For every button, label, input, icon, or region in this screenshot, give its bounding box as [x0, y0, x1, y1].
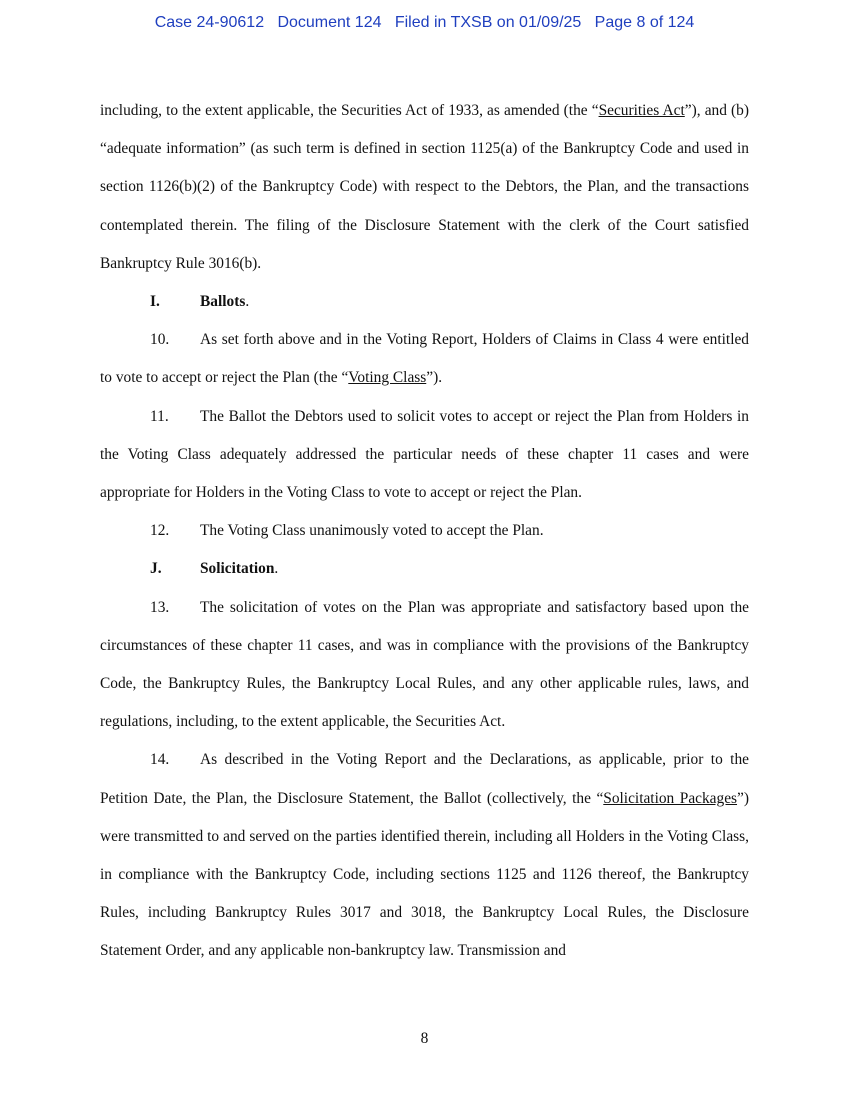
- paragraph-number: 11.: [150, 407, 169, 425]
- defined-term-securities-act: Securities Act: [598, 102, 685, 119]
- defined-term-voting-class: Voting Class: [348, 369, 427, 387]
- section-title-period: .: [245, 293, 250, 311]
- section-title: Ballots: [200, 293, 246, 311]
- paragraph-text: ”) were transmitted to and served on the parties identified therein, including all Holders in the Voting Class, in compliance with the Bankruptcy Code, including sections 1125 and 1126 thereof, the Bankruptcy Rules, including Bankruptcy Rules 3017 and 3018, the Bankruptcy Local Rules, the Disclosure Statement Order, and any applicable non-bankruptcy law. Transmission and: [100, 789, 749, 960]
- paragraph-number: 14.: [150, 751, 170, 769]
- paragraph-text: As set forth above and in the Voting Report, Holders of Claims in Class 4 were entitled to vote to accept or reject the Plan (the “: [100, 331, 749, 387]
- paragraph-13: [100, 589, 749, 742]
- paragraph-number: 13.: [150, 598, 170, 616]
- section-heading-ballots: [100, 283, 749, 321]
- page-number: 8: [420, 1030, 429, 1047]
- paragraph-14: [100, 741, 749, 970]
- paragraph-text: The Ballot the Debtors used to solicit votes to accept or reject the Plan from Holders in the Voting Class adequately addressed the particular needs of these chapter 11 cases and were appropriate for Holders in the Voting Class to vote to accept or reject the Plan.: [100, 407, 749, 502]
- section-title: Solicitation: [200, 560, 275, 578]
- paragraph-text: The solicitation of votes on the Plan was appropriate and satisfactory based upon the circumstances of these chapter 11 cases, and was in compliance with the provisions of the Bankruptcy Code, the Bankruptcy Rules, the Bankruptcy Local Rules, and any other applicable rules, laws, and regulations, including, to the extent applicable, the Securities Act.: [100, 598, 749, 731]
- document-body: [100, 92, 749, 971]
- paragraph-continuation: [100, 92, 749, 283]
- paragraph-number: 10.: [150, 331, 170, 349]
- court-filing-stamp: Case 24-90612 Document 124 Filed in TXSB on 01/09/25 Page 8 of 124: [154, 14, 695, 31]
- paragraph-text: The Voting Class unanimously voted to accept the Plan.: [200, 522, 544, 540]
- paragraph-text: ”), and (b) “adequate information” (as such term is defined in section 1125(a) of the Bankruptcy Code and used in section 1126(b)(2) of the Bankruptcy Code) with respect to the Debtors, the Plan, and the transactions contemplated therein. The filing of the Disclosure Statement with the clerk of the Court satisfied Bankruptcy Rule 3016(b).: [100, 102, 749, 272]
- paragraph-text: ”).: [426, 369, 443, 387]
- paragraph-number: 12.: [150, 522, 170, 540]
- paragraph-text: including, to the extent applicable, the Securities Act of 1933, as amended (the “: [100, 102, 599, 119]
- section-title-period: .: [274, 560, 279, 578]
- section-heading-solicitation: [100, 550, 749, 588]
- section-letter: I.: [150, 293, 160, 311]
- paragraph-text: As described in the Voting Report and the Declarations, as applicable, prior to the Petition Date, the Plan, the Disclosure Statement, the Ballot (collectively, the “: [100, 751, 749, 807]
- paragraph-12: [100, 512, 749, 550]
- paragraph-10: [100, 321, 749, 397]
- defined-term-solicitation-packages: Solicitation Packages: [603, 789, 738, 807]
- paragraph-11: [100, 398, 749, 513]
- section-letter: J.: [150, 560, 162, 578]
